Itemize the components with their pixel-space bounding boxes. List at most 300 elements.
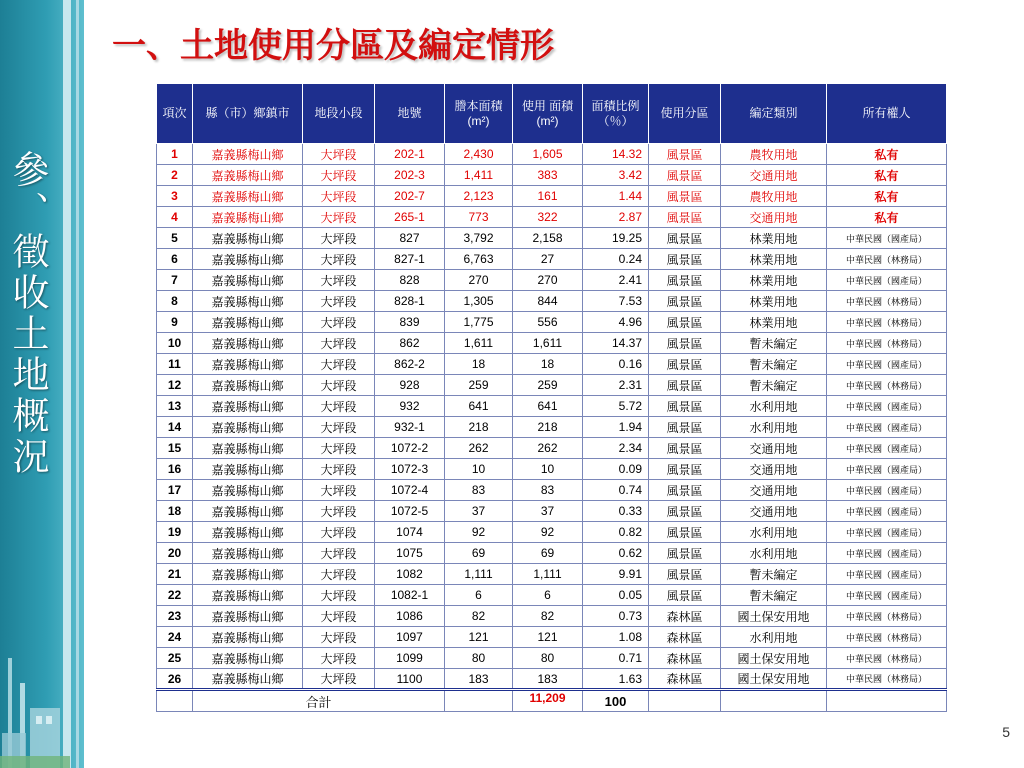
sidebar (0, 0, 84, 768)
row-idx: 13 (157, 396, 193, 417)
row-reg-area: 262 (445, 438, 513, 459)
row-zone: 風景區 (649, 543, 721, 564)
row-county: 嘉義縣梅山鄉 (193, 564, 303, 585)
row-use-area: 1,605 (513, 144, 583, 165)
row-category: 林業用地 (721, 249, 827, 270)
row-use-area: 1,111 (513, 564, 583, 585)
row-category: 暫未編定 (721, 333, 827, 354)
row-category: 水利用地 (721, 522, 827, 543)
row-section: 大坪段 (303, 270, 375, 291)
row-ratio: 1.08 (583, 627, 649, 648)
table-row (157, 396, 947, 417)
row-zone: 風景區 (649, 165, 721, 186)
row-reg-area: 82 (445, 606, 513, 627)
row-county: 嘉義縣梅山鄉 (193, 396, 303, 417)
table-row (157, 291, 947, 312)
row-reg-area: 6 (445, 585, 513, 606)
row-owner: 中華民國（林務局） (827, 627, 947, 648)
row-owner: 中華民國（國產局） (827, 480, 947, 501)
row-owner: 私有 (827, 207, 947, 228)
row-section: 大坪段 (303, 228, 375, 249)
row-reg-area: 641 (445, 396, 513, 417)
table-row (157, 501, 947, 522)
row-zone: 風景區 (649, 480, 721, 501)
row-owner: 私有 (827, 165, 947, 186)
row-ratio: 0.74 (583, 480, 649, 501)
row-zone: 風景區 (649, 291, 721, 312)
row-section: 大坪段 (303, 501, 375, 522)
table-row (157, 438, 947, 459)
row-county: 嘉義縣梅山鄉 (193, 270, 303, 291)
row-lot: 827 (375, 228, 445, 249)
footer-empty-cell (157, 690, 193, 712)
row-county: 嘉義縣梅山鄉 (193, 501, 303, 522)
row-county: 嘉義縣梅山鄉 (193, 375, 303, 396)
land-use-table (156, 83, 947, 712)
row-section: 大坪段 (303, 669, 375, 690)
table-row (157, 669, 947, 690)
row-county: 嘉義縣梅山鄉 (193, 585, 303, 606)
row-category: 暫未編定 (721, 375, 827, 396)
row-ratio: 2.41 (583, 270, 649, 291)
row-lot: 1072-2 (375, 438, 445, 459)
row-ratio: 4.96 (583, 312, 649, 333)
footer-empty-cell (721, 690, 827, 712)
row-county: 嘉義縣梅山鄉 (193, 333, 303, 354)
row-use-area: 218 (513, 417, 583, 438)
row-zone: 風景區 (649, 522, 721, 543)
row-use-area: 2,158 (513, 228, 583, 249)
row-idx: 15 (157, 438, 193, 459)
footer-total-pct: 100 (583, 690, 649, 712)
row-zone: 風景區 (649, 564, 721, 585)
table-row (157, 354, 947, 375)
row-county: 嘉義縣梅山鄉 (193, 438, 303, 459)
row-reg-area: 259 (445, 375, 513, 396)
table-row (157, 417, 947, 438)
row-owner: 中華民國（國產局） (827, 438, 947, 459)
row-idx: 8 (157, 291, 193, 312)
table-row (157, 606, 947, 627)
row-lot: 839 (375, 312, 445, 333)
row-category: 國土保安用地 (721, 606, 827, 627)
row-idx: 20 (157, 543, 193, 564)
row-category: 交通用地 (721, 165, 827, 186)
row-zone: 風景區 (649, 375, 721, 396)
row-zone: 風景區 (649, 438, 721, 459)
row-county: 嘉義縣梅山鄉 (193, 522, 303, 543)
row-lot: 1099 (375, 648, 445, 669)
row-county: 嘉義縣梅山鄉 (193, 417, 303, 438)
row-owner: 中華民國（國產局） (827, 522, 947, 543)
row-section: 大坪段 (303, 522, 375, 543)
row-lot: 862 (375, 333, 445, 354)
table-row (157, 249, 947, 270)
row-county: 嘉義縣梅山鄉 (193, 459, 303, 480)
row-county: 嘉義縣梅山鄉 (193, 228, 303, 249)
row-category: 暫未編定 (721, 585, 827, 606)
table-row (157, 648, 947, 669)
row-lot: 1072-5 (375, 501, 445, 522)
row-idx: 24 (157, 627, 193, 648)
row-ratio: 0.24 (583, 249, 649, 270)
row-ratio: 2.31 (583, 375, 649, 396)
row-section: 大坪段 (303, 186, 375, 207)
table-row (157, 228, 947, 249)
row-county: 嘉義縣梅山鄉 (193, 648, 303, 669)
row-lot: 202-3 (375, 165, 445, 186)
row-use-area: 183 (513, 669, 583, 690)
row-category: 林業用地 (721, 291, 827, 312)
row-idx: 2 (157, 165, 193, 186)
row-category: 國土保安用地 (721, 669, 827, 690)
header-zone: 使用分區 (649, 84, 721, 144)
row-use-area: 1,611 (513, 333, 583, 354)
row-category: 交通用地 (721, 459, 827, 480)
row-reg-area: 2,123 (445, 186, 513, 207)
table-row (157, 270, 947, 291)
factory-illustration (0, 638, 70, 768)
row-lot: 928 (375, 375, 445, 396)
row-owner: 中華民國（國產局） (827, 396, 947, 417)
header-county: 縣（市）鄉鎮市 (193, 84, 303, 144)
row-idx: 5 (157, 228, 193, 249)
table-row (157, 144, 947, 165)
row-section: 大坪段 (303, 585, 375, 606)
row-use-area: 82 (513, 606, 583, 627)
page-title: 一、土地使用分區及編定情形 (112, 26, 554, 66)
row-section: 大坪段 (303, 354, 375, 375)
row-idx: 7 (157, 270, 193, 291)
row-lot: 1075 (375, 543, 445, 564)
row-county: 嘉義縣梅山鄉 (193, 354, 303, 375)
row-use-area: 259 (513, 375, 583, 396)
row-lot: 828-1 (375, 291, 445, 312)
page-number: 5 (1002, 724, 1010, 740)
row-owner: 私有 (827, 144, 947, 165)
row-use-area: 27 (513, 249, 583, 270)
row-use-area: 556 (513, 312, 583, 333)
table-row (157, 627, 947, 648)
row-section: 大坪段 (303, 249, 375, 270)
row-zone: 風景區 (649, 228, 721, 249)
row-zone: 風景區 (649, 249, 721, 270)
row-lot: 828 (375, 270, 445, 291)
row-category: 農牧用地 (721, 186, 827, 207)
row-owner: 中華民國（林務局） (827, 669, 947, 690)
table-row (157, 459, 947, 480)
row-owner: 中華民國（國產局） (827, 417, 947, 438)
row-reg-area: 773 (445, 207, 513, 228)
row-owner: 中華民國（國產局） (827, 354, 947, 375)
row-reg-area: 1,411 (445, 165, 513, 186)
row-ratio: 1.63 (583, 669, 649, 690)
row-use-area: 262 (513, 438, 583, 459)
row-owner: 中華民國（國產局） (827, 501, 947, 522)
row-idx: 12 (157, 375, 193, 396)
row-category: 林業用地 (721, 312, 827, 333)
header-idx: 項次 (157, 84, 193, 144)
row-county: 嘉義縣梅山鄉 (193, 291, 303, 312)
row-ratio: 0.71 (583, 648, 649, 669)
row-ratio: 0.73 (583, 606, 649, 627)
row-reg-area: 92 (445, 522, 513, 543)
row-county: 嘉義縣梅山鄉 (193, 249, 303, 270)
row-lot: 1086 (375, 606, 445, 627)
row-section: 大坪段 (303, 417, 375, 438)
row-category: 交通用地 (721, 480, 827, 501)
table-row (157, 207, 947, 228)
row-lot: 202-1 (375, 144, 445, 165)
footer-total-label: 合計 (193, 690, 445, 712)
row-zone: 風景區 (649, 207, 721, 228)
row-reg-area: 121 (445, 627, 513, 648)
row-category: 林業用地 (721, 228, 827, 249)
header-use-area: 使用 面積(m²) (513, 84, 583, 144)
row-ratio: 1.44 (583, 186, 649, 207)
row-section: 大坪段 (303, 165, 375, 186)
row-section: 大坪段 (303, 627, 375, 648)
row-idx: 11 (157, 354, 193, 375)
row-owner: 私有 (827, 186, 947, 207)
row-ratio: 14.37 (583, 333, 649, 354)
row-section: 大坪段 (303, 438, 375, 459)
land-table-wrapper (156, 83, 946, 712)
row-reg-area: 1,611 (445, 333, 513, 354)
row-use-area: 37 (513, 501, 583, 522)
row-idx: 16 (157, 459, 193, 480)
row-lot: 1097 (375, 627, 445, 648)
row-zone: 風景區 (649, 585, 721, 606)
row-zone: 風景區 (649, 417, 721, 438)
table-row (157, 522, 947, 543)
row-idx: 21 (157, 564, 193, 585)
row-reg-area: 3,792 (445, 228, 513, 249)
row-county: 嘉義縣梅山鄉 (193, 144, 303, 165)
sidebar-edge (76, 0, 79, 768)
row-lot: 932-1 (375, 417, 445, 438)
row-ratio: 0.33 (583, 501, 649, 522)
row-reg-area: 183 (445, 669, 513, 690)
row-county: 嘉義縣梅山鄉 (193, 543, 303, 564)
row-owner: 中華民國（國產局） (827, 459, 947, 480)
row-idx: 23 (157, 606, 193, 627)
row-use-area: 161 (513, 186, 583, 207)
row-idx: 10 (157, 333, 193, 354)
row-reg-area: 2,430 (445, 144, 513, 165)
header-owner: 所有權人 (827, 84, 947, 144)
row-zone: 森林區 (649, 669, 721, 690)
row-reg-area: 83 (445, 480, 513, 501)
row-section: 大坪段 (303, 144, 375, 165)
row-ratio: 19.25 (583, 228, 649, 249)
row-category: 交通用地 (721, 438, 827, 459)
row-use-area: 92 (513, 522, 583, 543)
row-category: 交通用地 (721, 207, 827, 228)
row-use-area: 641 (513, 396, 583, 417)
row-use-area: 270 (513, 270, 583, 291)
table-row (157, 312, 947, 333)
row-county: 嘉義縣梅山鄉 (193, 165, 303, 186)
header-reg-area: 謄本面積(m²) (445, 84, 513, 144)
row-section: 大坪段 (303, 480, 375, 501)
row-owner: 中華民國（林務局） (827, 291, 947, 312)
table-row (157, 564, 947, 585)
row-idx: 22 (157, 585, 193, 606)
row-owner: 中華民國（國產局） (827, 543, 947, 564)
row-idx: 14 (157, 417, 193, 438)
section-heading-vertical: 參、徵收土地概況 (6, 150, 49, 478)
row-lot: 1100 (375, 669, 445, 690)
footer-empty-cell (445, 690, 513, 712)
row-category: 暫未編定 (721, 564, 827, 585)
row-zone: 風景區 (649, 186, 721, 207)
row-category: 水利用地 (721, 396, 827, 417)
row-owner: 中華民國（國產局） (827, 564, 947, 585)
row-reg-area: 80 (445, 648, 513, 669)
row-county: 嘉義縣梅山鄉 (193, 480, 303, 501)
row-county: 嘉義縣梅山鄉 (193, 207, 303, 228)
table-row (157, 333, 947, 354)
row-lot: 932 (375, 396, 445, 417)
row-ratio: 5.72 (583, 396, 649, 417)
row-use-area: 844 (513, 291, 583, 312)
row-lot: 202-7 (375, 186, 445, 207)
row-idx: 1 (157, 144, 193, 165)
header-section: 地段小段 (303, 84, 375, 144)
row-use-area: 18 (513, 354, 583, 375)
row-section: 大坪段 (303, 459, 375, 480)
row-use-area: 83 (513, 480, 583, 501)
row-reg-area: 1,775 (445, 312, 513, 333)
row-ratio: 0.62 (583, 543, 649, 564)
row-idx: 26 (157, 669, 193, 690)
row-owner: 中華民國（林務局） (827, 333, 947, 354)
row-category: 交通用地 (721, 501, 827, 522)
row-ratio: 0.16 (583, 354, 649, 375)
row-use-area: 69 (513, 543, 583, 564)
row-county: 嘉義縣梅山鄉 (193, 186, 303, 207)
row-idx: 6 (157, 249, 193, 270)
row-reg-area: 1,111 (445, 564, 513, 585)
row-section: 大坪段 (303, 396, 375, 417)
row-category: 林業用地 (721, 270, 827, 291)
row-idx: 25 (157, 648, 193, 669)
row-lot: 1082 (375, 564, 445, 585)
table-row (157, 186, 947, 207)
row-zone: 風景區 (649, 396, 721, 417)
row-use-area: 80 (513, 648, 583, 669)
row-reg-area: 1,305 (445, 291, 513, 312)
row-section: 大坪段 (303, 648, 375, 669)
table-body (157, 144, 947, 690)
footer-empty-cell (827, 690, 947, 712)
row-ratio: 14.32 (583, 144, 649, 165)
row-category: 水利用地 (721, 627, 827, 648)
row-ratio: 9.91 (583, 564, 649, 585)
table-footer-row (157, 690, 947, 712)
row-owner: 中華民國（林務局） (827, 249, 947, 270)
row-reg-area: 18 (445, 354, 513, 375)
row-owner: 中華民國（國產局） (827, 585, 947, 606)
row-idx: 4 (157, 207, 193, 228)
row-zone: 風景區 (649, 501, 721, 522)
row-ratio: 0.05 (583, 585, 649, 606)
footer-empty-cell (649, 690, 721, 712)
row-zone: 風景區 (649, 354, 721, 375)
row-idx: 17 (157, 480, 193, 501)
table-row (157, 375, 947, 396)
row-reg-area: 69 (445, 543, 513, 564)
header-lot: 地號 (375, 84, 445, 144)
row-ratio: 7.53 (583, 291, 649, 312)
row-lot: 862-2 (375, 354, 445, 375)
row-idx: 19 (157, 522, 193, 543)
row-owner: 中華民國（林務局） (827, 648, 947, 669)
row-county: 嘉義縣梅山鄉 (193, 312, 303, 333)
header-ratio: 面積比例（％） (583, 84, 649, 144)
row-category: 水利用地 (721, 417, 827, 438)
table-row (157, 480, 947, 501)
row-use-area: 383 (513, 165, 583, 186)
row-zone: 風景區 (649, 270, 721, 291)
row-ratio: 0.82 (583, 522, 649, 543)
row-reg-area: 37 (445, 501, 513, 522)
row-use-area: 10 (513, 459, 583, 480)
row-reg-area: 10 (445, 459, 513, 480)
row-section: 大坪段 (303, 543, 375, 564)
row-zone: 森林區 (649, 648, 721, 669)
row-idx: 18 (157, 501, 193, 522)
row-category: 國土保安用地 (721, 648, 827, 669)
row-idx: 3 (157, 186, 193, 207)
table-row (157, 585, 947, 606)
row-lot: 1074 (375, 522, 445, 543)
row-owner: 中華民國（國產局） (827, 270, 947, 291)
row-lot: 265-1 (375, 207, 445, 228)
row-lot: 1072-4 (375, 480, 445, 501)
row-section: 大坪段 (303, 375, 375, 396)
row-owner: 中華民國（林務局） (827, 375, 947, 396)
row-county: 嘉義縣梅山鄉 (193, 627, 303, 648)
row-ratio: 1.94 (583, 417, 649, 438)
row-category: 農牧用地 (721, 144, 827, 165)
header-category: 編定類別 (721, 84, 827, 144)
row-ratio: 0.09 (583, 459, 649, 480)
footer-total-area: 11,209 (513, 690, 583, 712)
row-lot: 1072-3 (375, 459, 445, 480)
row-section: 大坪段 (303, 207, 375, 228)
row-reg-area: 218 (445, 417, 513, 438)
row-use-area: 121 (513, 627, 583, 648)
row-ratio: 3.42 (583, 165, 649, 186)
table-row (157, 165, 947, 186)
row-section: 大坪段 (303, 606, 375, 627)
row-owner: 中華民國（國產局） (827, 228, 947, 249)
row-zone: 森林區 (649, 606, 721, 627)
row-county: 嘉義縣梅山鄉 (193, 669, 303, 690)
row-use-area: 6 (513, 585, 583, 606)
row-reg-area: 270 (445, 270, 513, 291)
row-section: 大坪段 (303, 564, 375, 585)
row-reg-area: 6,763 (445, 249, 513, 270)
row-ratio: 2.87 (583, 207, 649, 228)
row-section: 大坪段 (303, 312, 375, 333)
row-owner: 中華民國（林務局） (827, 312, 947, 333)
table-row (157, 543, 947, 564)
row-category: 暫未編定 (721, 354, 827, 375)
row-zone: 風景區 (649, 333, 721, 354)
